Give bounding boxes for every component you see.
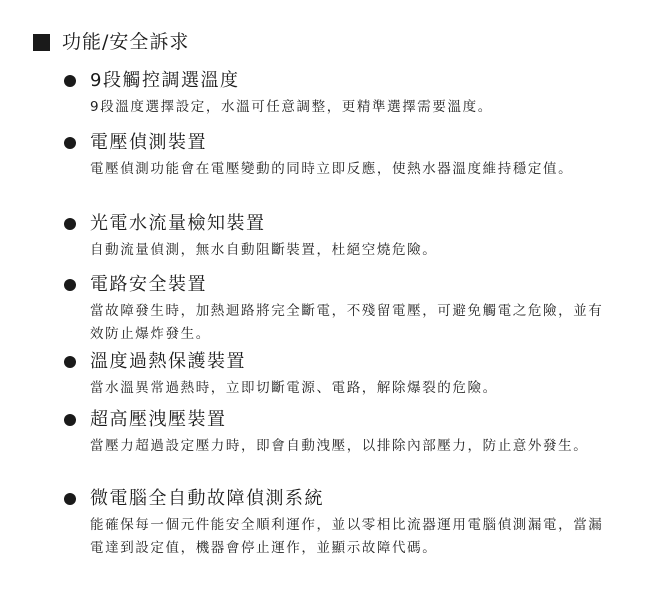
- bullet-dot-icon: [64, 218, 76, 230]
- section-header: [33, 30, 189, 54]
- bullet-dot-icon: [64, 414, 76, 426]
- feature-description: 當壓力超過設定壓力時，即會自動洩壓，以排除內部壓力，防止意外發生。: [90, 438, 589, 454]
- feature-title: 電路安全裝置: [90, 274, 207, 295]
- feature-description: 能確保每一個元件能安全順利運作，並以零相比流器運用電腦偵測漏電，當漏電達到設定值，機器會停止運作，並顯示故障代碼。: [90, 517, 604, 556]
- feature-description: 自動流量偵測，無水自動阻斷裝置，杜絕空燒危險。: [90, 242, 438, 258]
- bullet-dot-icon: [64, 75, 76, 87]
- feature-description: 當故障發生時，加熱迴路將完全斷電，不殘留電壓，可避免觸電之危險，並有效防止爆炸發生。: [90, 303, 604, 342]
- bullet-dot-icon: [64, 137, 76, 149]
- feature-title: 超高壓洩壓裝置: [90, 409, 227, 430]
- feature-title: 光電水流量檢知裝置: [90, 213, 266, 234]
- feature-description: 9段溫度選擇設定，水溫可任意調整，更精準選擇需要溫度。: [90, 99, 493, 115]
- bullet-dot-icon: [64, 493, 76, 505]
- bullet-dot-icon: [64, 279, 76, 291]
- feature-title: 9段觸控調選溫度: [90, 70, 240, 91]
- feature-description: 當水溫異常過熱時，立即切斷電源、電路，解除爆裂的危險。: [90, 380, 498, 396]
- feature-title: 電壓偵測裝置: [90, 132, 207, 153]
- feature-title: 溫度過熱保護裝置: [90, 351, 246, 372]
- bullet-dot-icon: [64, 356, 76, 368]
- feature-title: 微電腦全自動故障偵測系統: [90, 488, 324, 509]
- square-bullet-icon: [33, 34, 50, 51]
- feature-description: 電壓偵測功能會在電壓變動的同時立即反應，使熱水器溫度維持穩定值。: [90, 161, 574, 177]
- section-title: 功能/安全訴求: [62, 31, 190, 53]
